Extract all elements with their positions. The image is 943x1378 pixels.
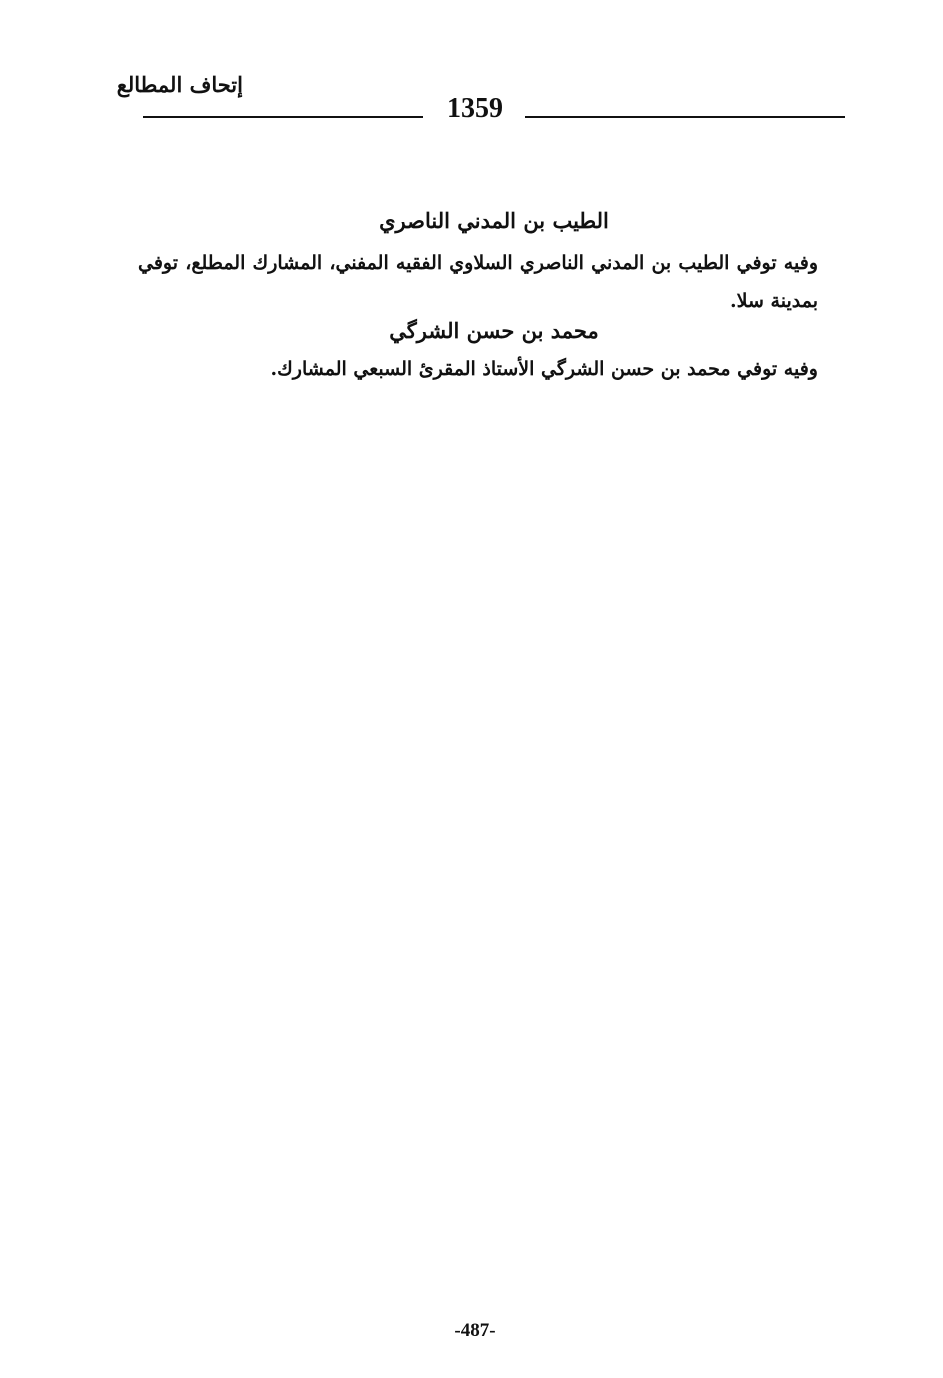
entry-body-2: وفيه توفي محمد بن حسن الشرگي الأستاذ المقرئ السبعي المشارك.	[270, 358, 818, 380]
page-number: -487-	[454, 1320, 496, 1341]
entry-body-1: وفيه توفي الطيب بن المدني الناصري السلاوي الفقيه المفني، المشارك المطلع، توفي بمدينة سلا.	[138, 252, 818, 312]
entry-title-1: الطيب بن المدني الناصري	[379, 208, 609, 233]
entry-title-2: محمد بن حسن الشرگي	[389, 318, 599, 343]
header-rule-right	[525, 116, 845, 118]
running-head: إتحاف المطالع	[116, 72, 243, 97]
header-rule-left	[143, 116, 423, 118]
year-heading: 1359	[447, 93, 503, 124]
